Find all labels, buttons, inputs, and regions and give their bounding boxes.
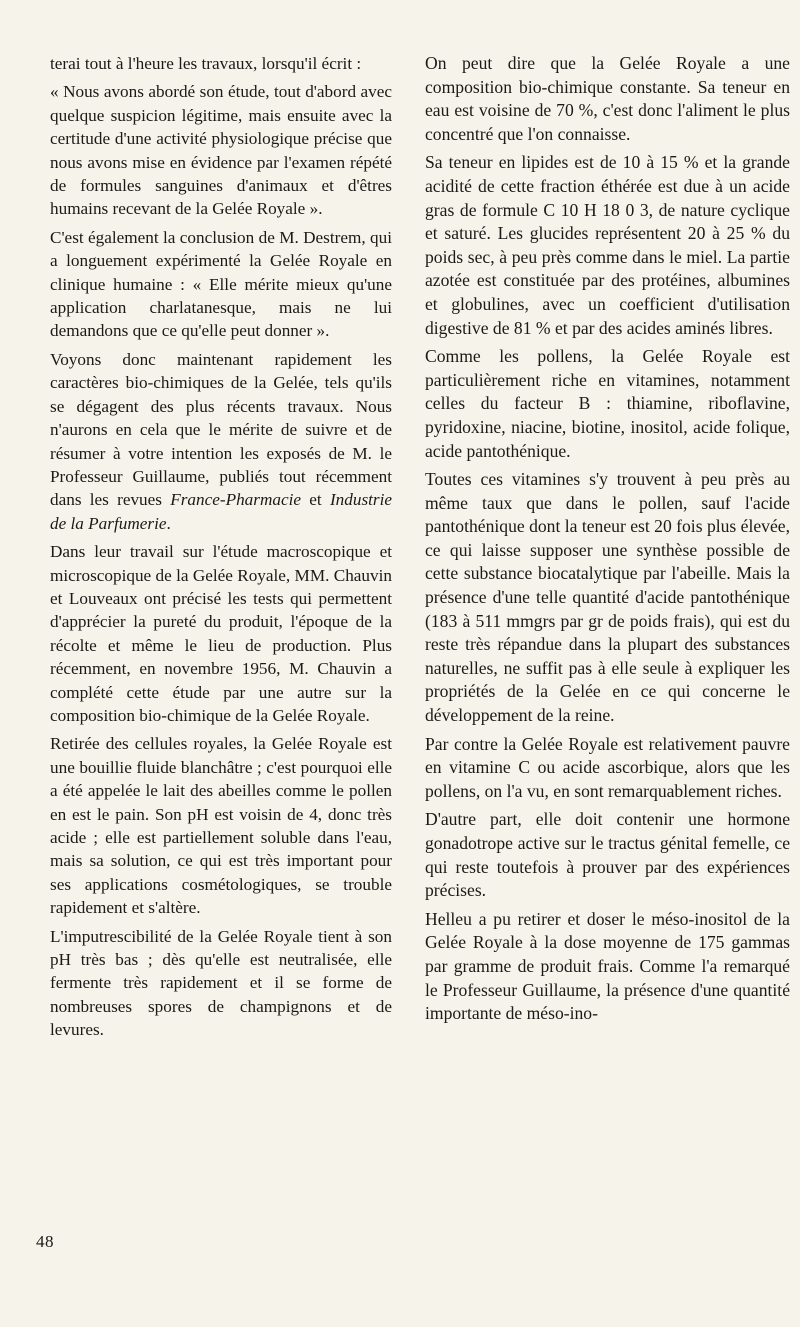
paragraph: Comme les pollens, la Gelée Royale est particulièrement riche en vitamines, notamment celles du facteur B : thiamine, riboflavine, pyridoxine, niacine, biotine, inositol, acide folique, acide pantothénique. (425, 346, 790, 461)
paragraph: Helleu a pu retirer et doser le méso-inositol de la Gelée Royale à la dose moyenne de 175 gammas par gramme de produit frais. Comme l'a remarqué le Professeur Guillaume, la présence d'une quantité importante de méso-ino- (425, 908, 790, 1024)
paragraph-with-journals (50, 348, 392, 535)
journal-title: Industrie de la Parfumerie (50, 490, 392, 533)
paragraph: On peut dire que la Gelée Royale a une composition bio-chimique constante. Sa teneur en eau est voisine de 70 %, c'est donc l'aliment le plus concentré que l'on connaisse. (425, 53, 790, 144)
journal-title: France-Pharmacie (170, 490, 302, 510)
paragraph: Dans leur travail sur l'étude macroscopique et microscopique de la Gelée Royale, MM. Chauvin et Louveaux ont précisé les tests qui permettent d'apprécier la pureté du produit, l'époque de la récolte et même le lieu de production. Plus récemment, en novembre 1956, M. Chauvin a complété cette étude par une autre sur la composition bio-chimique de la Gelée Royale. (50, 542, 392, 725)
paragraph: D'autre part, elle doit contenir une hormone gonadotrope active sur le tractus génital femelle, ce qui reste toutefois à prouver par des expériences précises. (425, 809, 790, 901)
paragraph: Par contre la Gelée Royale est relativement pauvre en vitamine C ou acide ascorbique, alors que les pollens, on l'a vu, en sont remarquablement riches. (425, 733, 790, 801)
paragraph: « Nous avons abordé son étude, tout d'abord avec quelque suspicion légitime, mais ensuite avec la certitude d'une activité physiologique précise que nous avons mise en évidence par l'examen répété de formules sanguines d'animaux et d'êtres humains recevant de la Gelée Royale ». (50, 82, 392, 219)
paragraph-text: Voyons donc maintenant rapidement les caractères bio-chimiques de la Gelée, tels qu'ils se dégagent des plus récents travaux. Nous n'aurons en cela que le mérite de suivre et de résumer à votre intention les exposés de M. le Professeur Guillaume, publiés tout récemment dans les revues (50, 349, 392, 510)
paragraph: Retirée des cellules royales, la Gelée Royale est une bouillie fluide blanchâtre ; c'est pourquoi elle a été appelée le lait des abeilles comme le pollen en est le pain. Son pH est voisin de 4, donc très acide ; elle est partiellement soluble dans l'eau, mais sa solution, ce qui est très important pour ses applications cosmétologiques, se trouble rapidement et s'altère. (50, 734, 392, 918)
page-number: 48 (36, 1232, 54, 1251)
paragraph: Toutes ces vitamines s'y trouvent à peu près au même taux que dans le pollen, sauf l'acide pantothénique dont la teneur est 20 fois plus élevée, ce qui laisse supposer une synthèse possible de cette substance biocatalytique par l'abeille. Mais la présence d'une telle quantité d'acide pantothénique (183 à 511 mmgrs par gr de poids frais), qui est du reste très répandue dans la plupart des substances naturelles, ne suffit pas à elle seule à expliquer les propriétés de la Gelée en ce qui concerne le développement de la reine. (425, 469, 790, 726)
journal-end: . (166, 513, 171, 533)
right-column (425, 52, 790, 1031)
paragraph: C'est également la conclusion de M. Destrem, qui a longuement expérimenté la Gelée Royale en clinique humaine : « Elle mérite mieux qu'une application charlatanesque, mais ne lui demandons que ce qu'elle peut donner ». (50, 227, 392, 341)
paragraph: Sa teneur en lipides est de 10 à 15 % et la grande acidité de cette fraction éthérée est due à un acide gras de formule C 10 H 18 0 3, de nature cyclique et saturé. Les glucides représentent 20 à 25 % du poids sec, à peu près comme dans le miel. La partie azotée est constituée par des protéines, albumines et globulines, avec un coefficient d'utilisation digestive de 81 % et par des acides aminés libres. (425, 152, 790, 338)
journal-connector: et (301, 490, 330, 510)
paragraph: L'imputrescibilité de la Gelée Royale tient à son pH très bas ; dès qu'elle est neutralisée, elle fermente très rapidement et il se forme de nombreuses spores de champignons et de levures. (50, 926, 392, 1040)
left-column (50, 52, 392, 1047)
paragraph: terai tout à l'heure les travaux, lorsqu'il écrit : (50, 54, 362, 73)
